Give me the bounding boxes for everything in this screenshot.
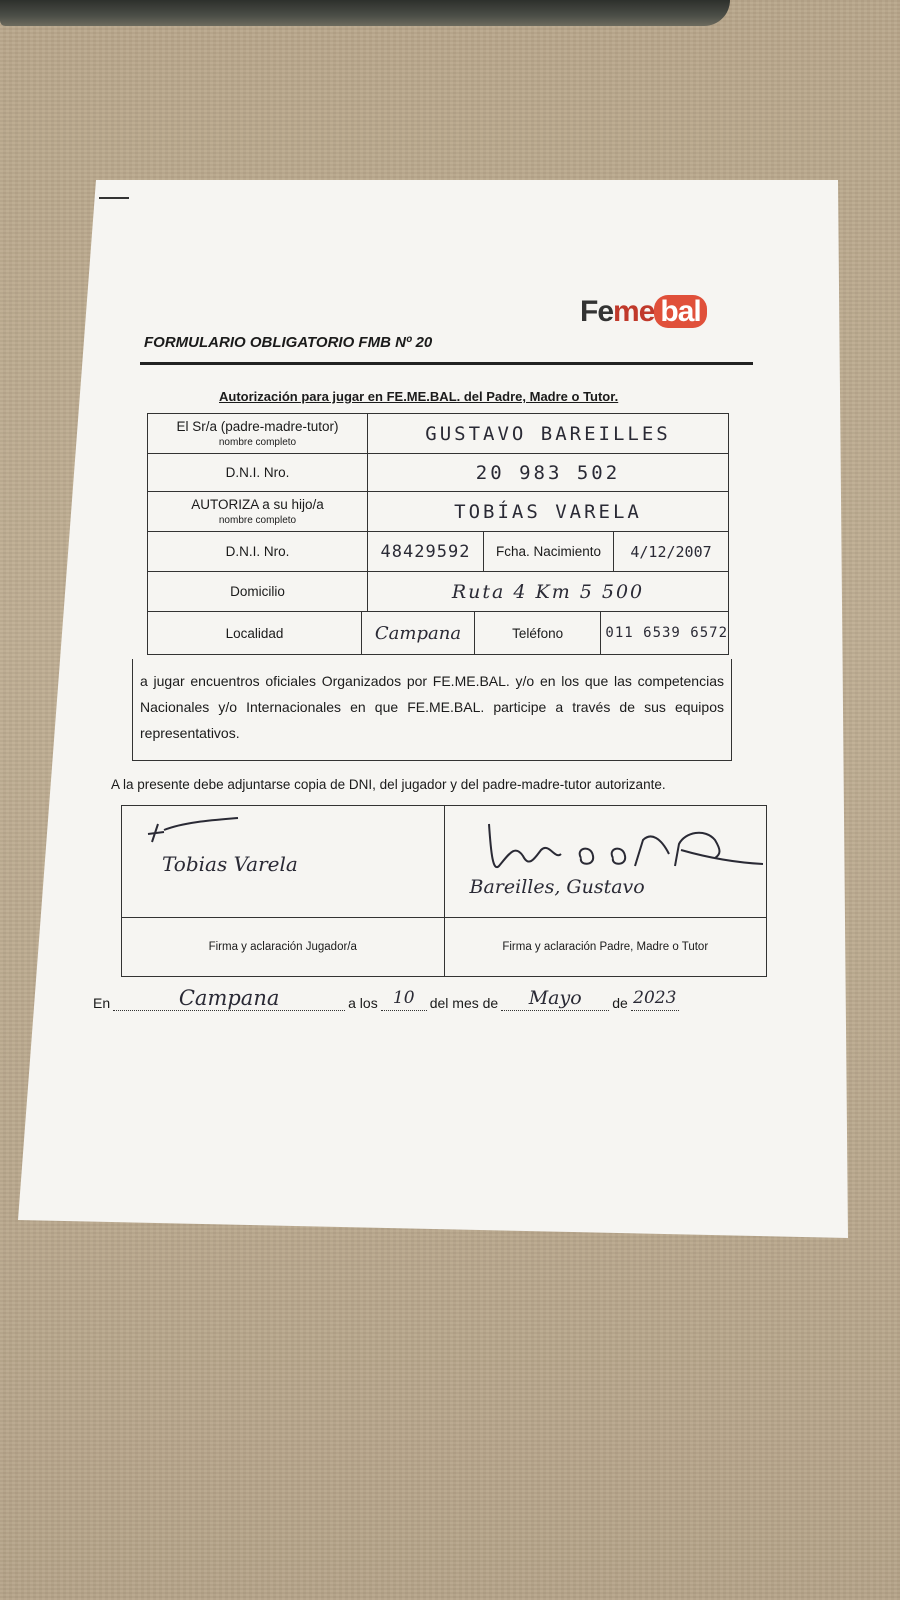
place-value: Campana [178,986,280,1010]
en-label: En [93,995,111,1011]
parent-signature-label: Firma y aclaración Padre, Madre o Tutor [502,941,709,953]
child-dni-label: D.N.I. Nro. [148,532,368,571]
form-title: FORMULARIO OBLIGATORIO FMB Nº 20 [144,334,433,351]
parent-signature-area[interactable] [445,806,767,918]
femebal-logo [580,295,707,329]
player-signature-column [122,806,445,976]
parent-sub-label: nombre completo [218,437,297,448]
child-label-cell [148,492,368,531]
a-los-label: a los [348,995,378,1011]
birth-label: Fcha. Nacimiento [484,532,614,571]
child-sub-label: nombre completo [218,515,297,526]
player-signature-scribble-icon [144,816,244,846]
parent-row [148,414,728,454]
parent-dni-row [148,454,728,492]
child-label: AUTORIZA a su hijo/a [191,497,324,512]
child-name-field[interactable]: TOBÍAS VARELA [454,500,642,523]
authorization-paragraph: a jugar encuentros oficiales Organizados por FE.ME.BAL. y/o en los que las competencias Nacionales y/o Internacionales en que FE.ME.BAL. participe a través de sus equipos representativos. [140,673,724,741]
logo-me: me [613,295,655,328]
phone-label: Teléfono [475,612,602,654]
logo-fe: Fe [580,295,614,328]
parent-signature-column [445,806,767,976]
de-label: de [612,995,628,1011]
player-signature-label: Firma y aclaración Jugador/a [208,941,357,953]
address-row [148,572,728,612]
phone-field[interactable]: 011 6539 6572 [605,625,728,641]
parent-signature-scribble-icon [485,814,775,884]
parent-label-cell [148,414,368,453]
place-date-line [93,986,713,1011]
paper-mark [99,197,129,199]
authorization-table [147,413,729,655]
day-value: 10 [392,988,415,1008]
city-field[interactable]: Campana [362,612,475,654]
year-value: 2023 [633,988,677,1008]
parent-dni-field[interactable]: 20 983 502 [475,461,621,484]
month-value: Mayo [528,987,582,1009]
parent-label: El Sr/a (padre-madre-tutor) [176,419,339,434]
child-dni-row [148,532,728,572]
parent-dni-label: D.N.I. Nro. [148,454,368,491]
logo-bal: bal [654,295,706,328]
address-field[interactable]: Ruta 4 Km 5 500 [451,580,645,603]
player-signature-name: Tobias Varela [162,852,298,876]
birth-date-field[interactable]: 4/12/2007 [630,542,712,561]
parent-signature-name: Bareilles, Gustavo [469,876,645,898]
parent-name-field[interactable]: GUSTAVO BAREILLES [425,422,671,445]
month-field[interactable] [501,987,609,1011]
form-subtitle: Autorización para jugar en FE.ME.BAL. del Padre, Madre o Tutor. [219,389,619,404]
address-label: Domicilio [148,572,368,611]
year-field[interactable] [631,988,679,1011]
place-field[interactable] [113,986,345,1011]
title-rule [140,362,753,365]
child-dni-field[interactable]: 48429592 [368,532,484,571]
child-row [148,492,728,532]
del-mes-de-label: del mes de [429,995,499,1011]
signature-table [121,805,767,977]
city-row [148,612,728,654]
dark-object-top [0,0,730,26]
city-label: Localidad [148,612,362,654]
day-field[interactable] [381,988,427,1011]
player-signature-area[interactable] [122,806,444,918]
attachment-note: A la presente debe adjuntarse copia de DNI, del jugador y del padre-madre-tutor autorizante. [111,777,666,792]
